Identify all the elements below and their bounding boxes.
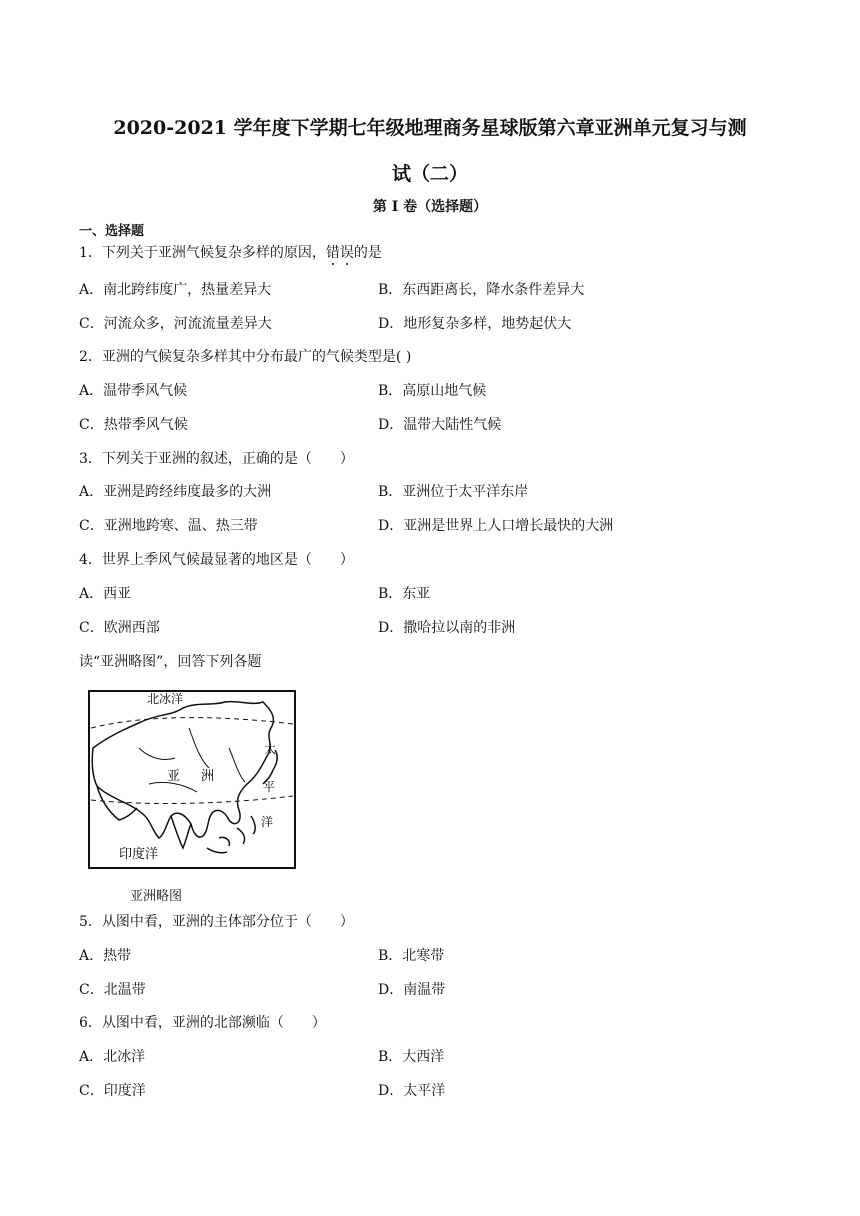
label-pacific-char3: 洋 [261, 815, 274, 829]
question-6-option-a: A．北冰洋 [79, 1049, 146, 1065]
exam-title-line2: 试（二） [391, 163, 468, 185]
question-4-option-d: D．撒哈拉以南的非洲 [378, 620, 516, 636]
label-indian-ocean: 印度洋 [119, 847, 159, 862]
question-4-stem: 4．世界上季风气候最显著的地区是（ ） [79, 552, 354, 568]
question-5-option-a: A．热带 [79, 948, 132, 964]
question-5-option-b: B．北寒带 [378, 948, 445, 964]
question-1-stem-prefix: 1．下列关于亚洲气候复杂多样的原因， [79, 245, 326, 261]
question-1-option-a: A．南北跨纬度广，热量差异大 [79, 282, 272, 298]
exam-title-line1: 2020-2021 学年度下学期七年级地理商务星球版第六章亚洲单元复习与测 [113, 117, 747, 139]
question-1-option-c: C．河流众多，河流流量差异大 [79, 316, 272, 332]
question-1-emphasis-char: 错 [325, 245, 340, 261]
question-2-option-b: B．高原山地气候 [378, 383, 487, 399]
internal-lines [139, 728, 245, 792]
tropic-dashed-line [91, 796, 293, 803]
label-pacific-char1: 太 [264, 742, 277, 756]
question-3-stem: 3．下列关于亚洲的叙述，正确的是（ ） [79, 451, 354, 467]
question-6-option-b: B．大西洋 [378, 1049, 445, 1065]
question-2-option-d: D．温带大陆性气候 [378, 417, 502, 433]
question-1-option-d: D．地形复杂多样，地势起伏大 [378, 316, 572, 332]
question-2-option-a: A．温带季风气候 [79, 383, 188, 399]
volume-heading: 第 I 卷（选择题） [372, 199, 488, 215]
question-4-option-a: A．西亚 [79, 586, 132, 602]
asia-map-svg [79, 688, 301, 874]
question-2-stem: 2．亚洲的气候复杂多样其中分布最广的气候类型是( ) [79, 349, 412, 365]
arctic-circle-dashed-line [91, 718, 293, 728]
question-1-option-b: B．东西距离长，降水条件差异大 [378, 282, 585, 298]
question-1-emphasis-char: 误 [339, 245, 354, 261]
label-asia-char1: 亚 [167, 769, 181, 784]
question-1-stem [79, 243, 382, 263]
question-3-option-a: A．亚洲是跨经纬度最多的大洲 [79, 484, 272, 500]
question-5-option-d: D．南温带 [378, 982, 446, 998]
question-6-option-d: D．太平洋 [378, 1083, 446, 1099]
label-arctic-ocean: 北冰洋 [147, 692, 184, 706]
map-caption: 亚洲略图 [130, 889, 183, 904]
section-heading: 一、选择题 [79, 224, 145, 239]
label-pacific-char2: 平 [263, 780, 276, 794]
question-5-option-c: C．北温带 [79, 982, 146, 998]
question-2-option-c: C．热带季风气候 [79, 417, 188, 433]
map-intro-text: 读“亚洲略图”，回答下列各题 [79, 654, 262, 670]
question-3-option-d: D．亚洲是世界上人口增长最快的大洲 [378, 518, 614, 534]
question-4-option-b: B．东亚 [378, 586, 431, 602]
question-3-option-c: C．亚洲地跨寒、温、热三带 [79, 518, 258, 534]
question-4-option-c: C．欧洲西部 [79, 620, 160, 636]
question-6-option-c: C．印度洋 [79, 1083, 146, 1099]
question-6-stem: 6．从图中看，亚洲的北部濒临（ ） [79, 1015, 326, 1031]
asia-sketch-map [79, 688, 301, 874]
question-5-stem: 5．从图中看，亚洲的主体部分位于（ ） [79, 914, 354, 930]
question-1-stem-suffix: 的是 [353, 245, 382, 261]
question-3-option-b: B．亚洲位于太平洋东岸 [378, 484, 529, 500]
label-asia-char2: 洲 [201, 769, 215, 784]
